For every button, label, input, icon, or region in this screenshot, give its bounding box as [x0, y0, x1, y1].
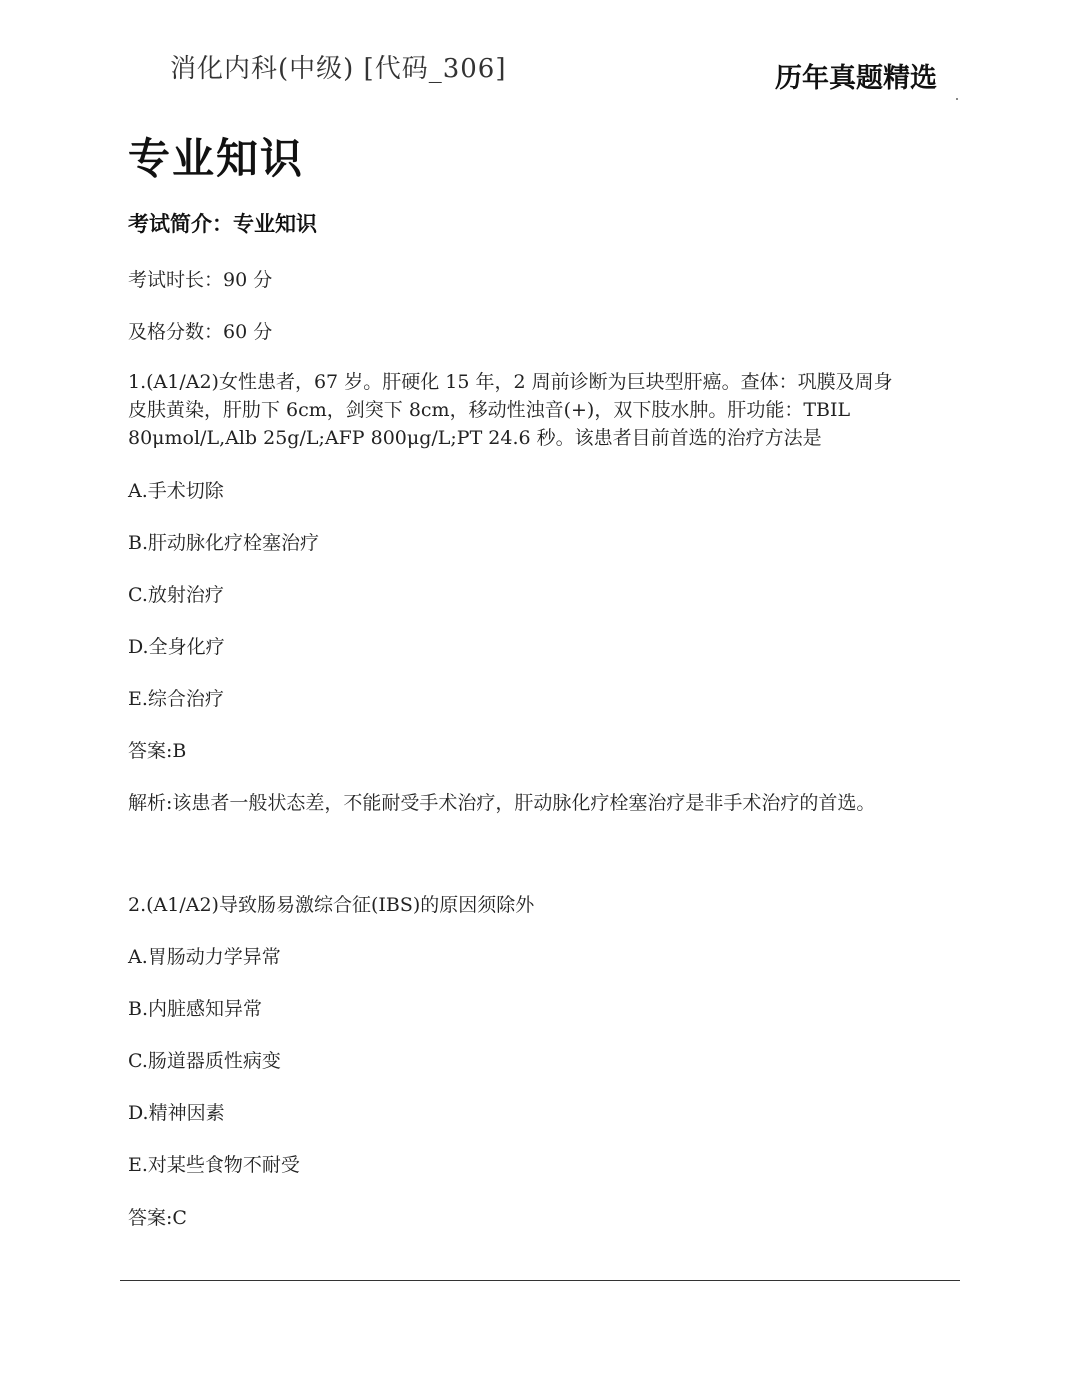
page-title: 专业知识 — [128, 134, 305, 183]
question-1-stem — [128, 368, 958, 452]
footer-divider — [120, 1280, 960, 1281]
question-1-line: 80μmol/L,Alb 25g/L;AFP 800μg/L;PT 24.6 秒。该患者目前首选的治疗方法是 — [128, 427, 822, 449]
question-1-answer: 答案:B — [128, 740, 187, 762]
question-1-line: 1.(A1/A2)女性患者，67 岁。肝硬化 15 年，2 周前诊断为巨块型肝癌。查体：巩膜及周身 — [128, 371, 893, 393]
question-2-option-e: E.对某些食物不耐受 — [128, 1154, 300, 1176]
exam-subject-header: 消化内科(中级) [代码_306] — [170, 54, 507, 84]
question-1-analysis: 解析:该患者一般状态差，不能耐受手术治疗，肝动脉化疗栓塞治疗是非手术治疗的首选。 — [128, 792, 876, 814]
question-2-option-b: B.内脏感知异常 — [128, 998, 263, 1020]
question-1-option-b: B.肝动脉化疗栓塞治疗 — [128, 532, 320, 554]
question-2-stem: 2.(A1/A2)导致肠易激综合征(IBS)的原因须除外 — [128, 894, 535, 916]
question-1-option-e: E.综合治疗 — [128, 688, 224, 710]
question-1-line: 皮肤黄染，肝肋下 6cm，剑突下 8cm，移动性浊音(+)，双下肢水肿。肝功能：TBIL — [128, 399, 851, 421]
header-dot — [956, 98, 958, 100]
exam-intro-heading: 考试简介：专业知识 — [128, 212, 317, 236]
question-1-option-c: C.放射治疗 — [128, 584, 224, 606]
question-2-option-d: D.精神因素 — [128, 1102, 225, 1124]
question-2-option-a: A.胃肠动力学异常 — [128, 946, 281, 968]
series-title: 历年真题精选 — [775, 63, 937, 94]
question-1-option-a: A.手术切除 — [128, 480, 224, 502]
question-2-answer: 答案:C — [128, 1207, 187, 1229]
exam-duration: 考试时长：90 分 — [128, 269, 273, 291]
question-2-option-c: C.肠道器质性病变 — [128, 1050, 281, 1072]
question-1-option-d: D.全身化疗 — [128, 636, 225, 658]
passing-score: 及格分数：60 分 — [128, 321, 273, 343]
